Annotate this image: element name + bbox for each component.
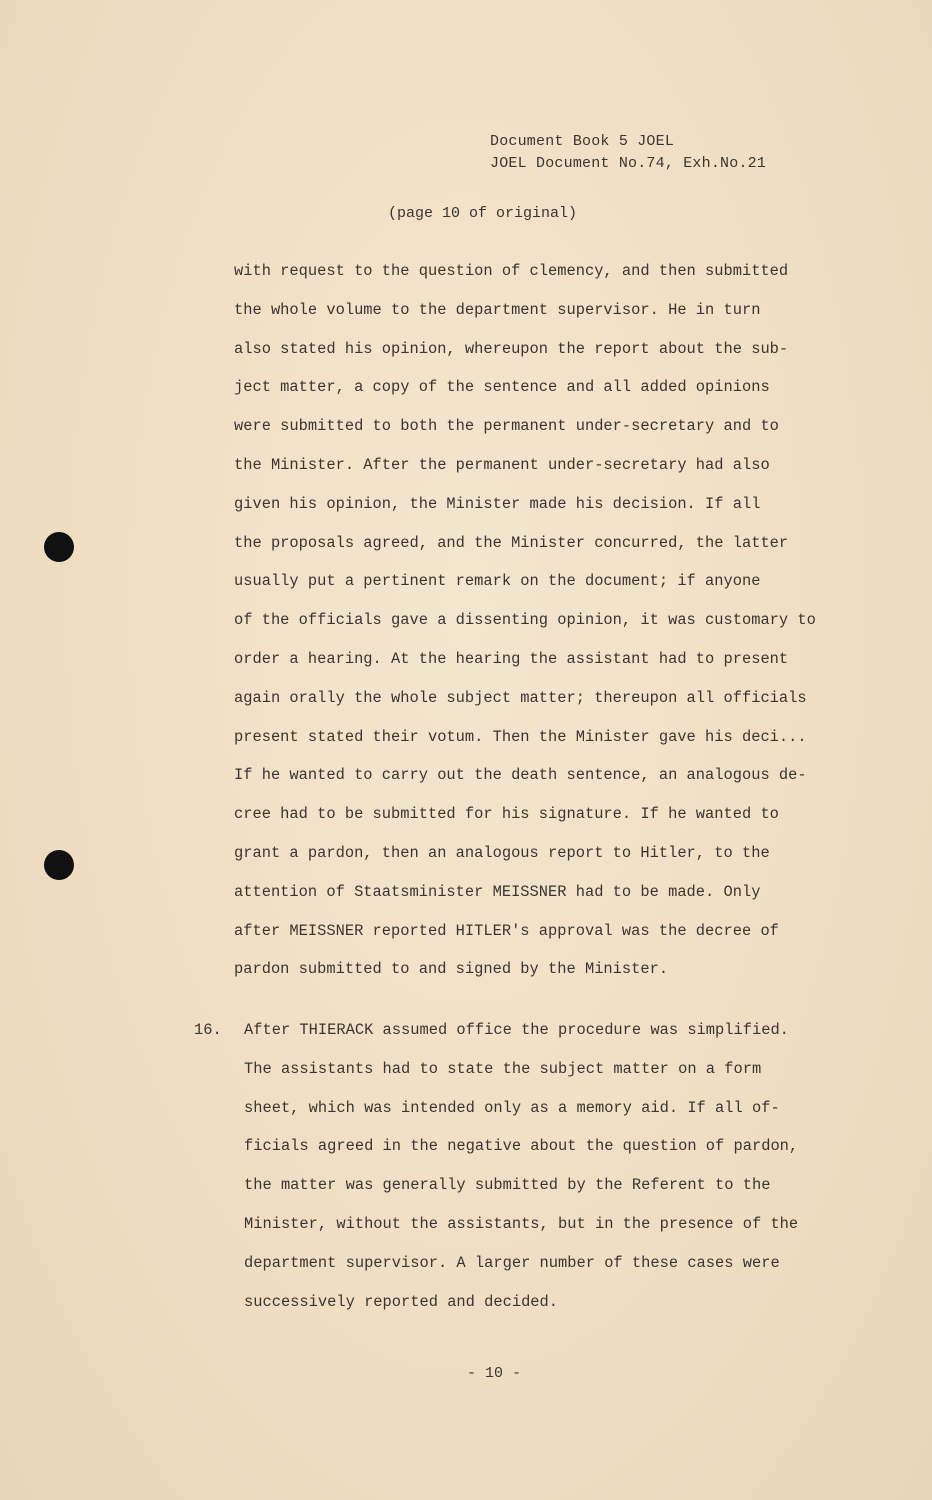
- text-line: If he wanted to carry out the death sentence, an analogous de-: [234, 766, 807, 785]
- text-line: grant a pardon, then an analogous report to Hitler, to the: [234, 843, 770, 862]
- text-line: of the officials gave a dissenting opinion, it was customary to: [234, 611, 816, 630]
- continued-paragraph: [234, 252, 854, 989]
- text-line: usually put a pertinent remark on the document; if anyone: [234, 572, 761, 591]
- text-line: successively reported and decided.: [244, 1292, 559, 1311]
- text-line: the whole volume to the department supervisor. He in turn: [234, 300, 761, 319]
- text-line: ject matter, a copy of the sentence and all added opinions: [234, 378, 770, 397]
- text-line: department supervisor. A larger number of these cases were: [244, 1253, 780, 1272]
- binder-hole: [44, 850, 74, 880]
- text-line: ficials agreed in the negative about the question of pardon,: [244, 1137, 799, 1156]
- text-line: After THIERACK assumed office the procedure was simplified.: [244, 1021, 789, 1039]
- text-line: the matter was generally submitted by the Referent to the: [244, 1176, 771, 1195]
- text-line: after MEISSNER reported HITLER's approval was the decree of: [234, 921, 779, 940]
- document-book-line: Document Book 5 JOEL: [490, 133, 675, 150]
- text-line: The assistants had to state the subject matter on a form: [244, 1059, 762, 1078]
- text-line: sheet, which was intended only as a memory aid. If all of-: [244, 1098, 780, 1117]
- text-line: Minister, without the assistants, but in the presence of the: [244, 1214, 799, 1233]
- binder-hole: [44, 532, 74, 562]
- text-line: the Minister. After the permanent under-secretary had also: [234, 455, 770, 474]
- paragraph-number: 16.: [194, 1021, 222, 1039]
- document-number-line: JOEL Document No.74, Exh.No.21: [490, 155, 767, 172]
- text-line: again orally the whole subject matter; thereupon all officials: [234, 688, 807, 707]
- text-line: with request to the question of clemency, and then submitted: [234, 262, 789, 280]
- text-line: order a hearing. At the hearing the assistant had to present: [234, 649, 789, 668]
- text-line: pardon submitted to and signed by the Minister.: [234, 960, 669, 979]
- text-line: cree had to be submitted for his signature. If he wanted to: [234, 805, 779, 824]
- page-reference: (page 10 of original): [388, 205, 578, 222]
- text-line: the proposals agreed, and the Minister concurred, the latter: [234, 533, 789, 552]
- text-line: were submitted to both the permanent under-secretary and to: [234, 417, 779, 436]
- paragraph-16-body: [244, 1011, 854, 1321]
- text-line: present stated their votum. Then the Minister gave his deci...: [234, 727, 807, 746]
- text-line: also stated his opinion, whereupon the report about the sub-: [234, 339, 789, 358]
- document-header: [490, 131, 766, 175]
- page-number: - 10 -: [467, 1365, 522, 1382]
- text-line: given his opinion, the Minister made his decision. If all: [234, 494, 761, 513]
- text-line: attention of Staatsminister MEISSNER had to be made. Only: [234, 882, 761, 901]
